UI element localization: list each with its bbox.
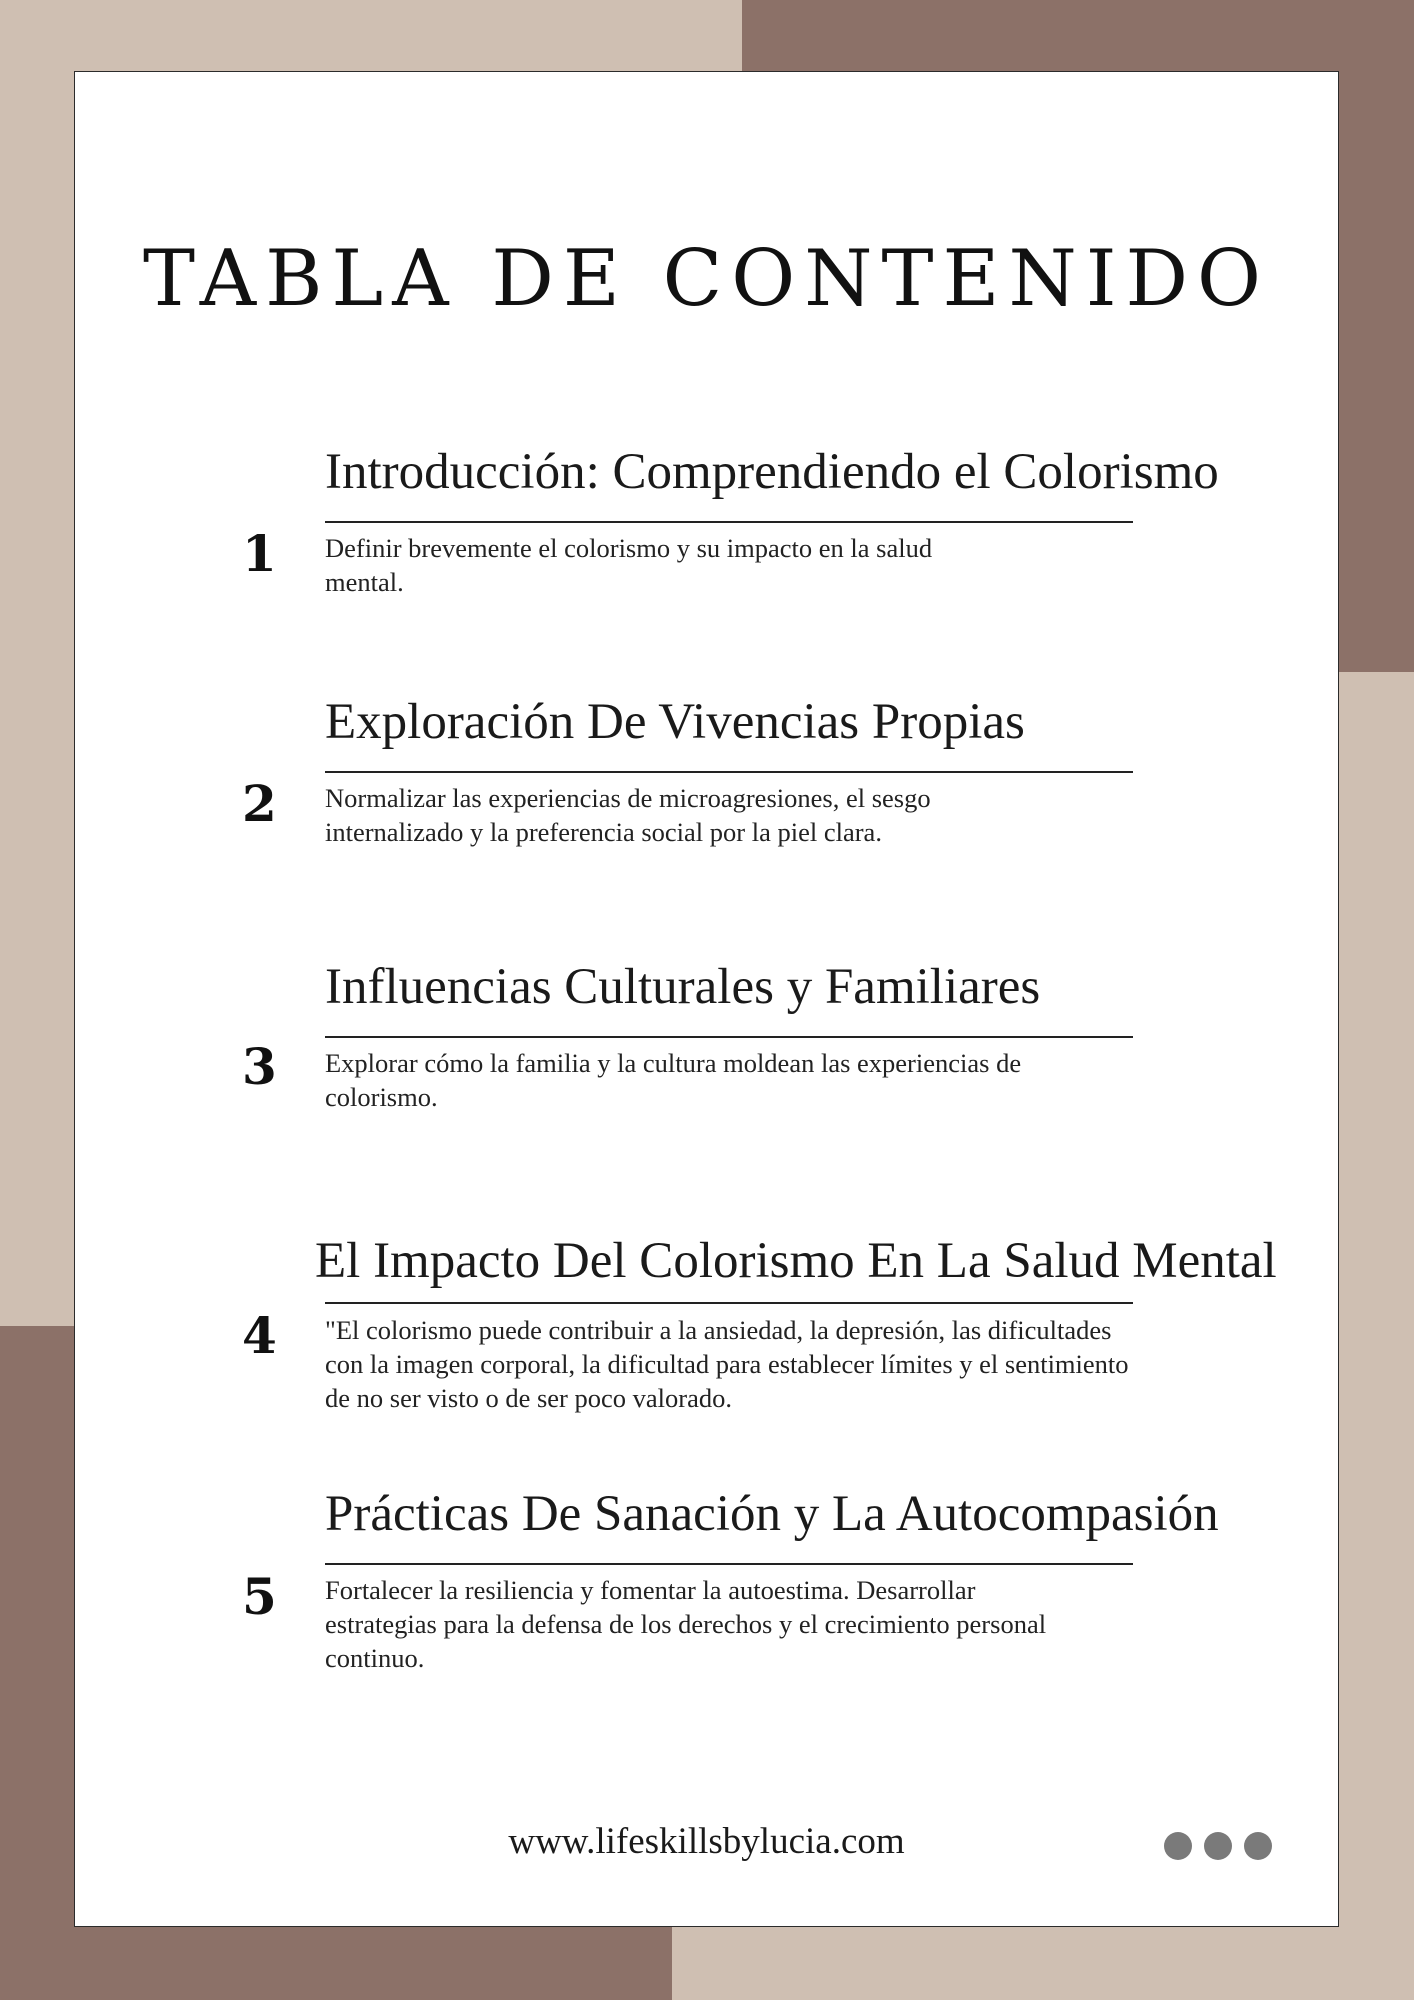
section-description: Fortalecer la resiliencia y fomentar la autoestima. Desarrollar estrategias para la defensa de los derechos y el crecimiento personal continuo. — [325, 1575, 1047, 1673]
section-number: 1 — [242, 524, 277, 583]
section-description: Definir brevemente el colorismo y su impacto en la salud mental. — [325, 533, 933, 597]
dot-icon — [1164, 1832, 1192, 1860]
section-divider — [325, 1563, 1133, 1565]
section-number: 3 — [242, 1037, 277, 1096]
content-card — [74, 71, 1339, 1927]
dot-icon — [1244, 1832, 1272, 1860]
section-divider — [325, 771, 1133, 773]
section-heading: Introducción: Comprendiendo el Colorismo — [325, 444, 1219, 500]
section-number: 2 — [242, 774, 277, 833]
section-number: 4 — [242, 1306, 277, 1365]
section-number: 5 — [242, 1567, 277, 1626]
dot-icon — [1204, 1832, 1232, 1860]
section-description: Normalizar las experiencias de microagresiones, el sesgo internalizado y la preferencia social por la piel clara. — [325, 783, 931, 847]
section-heading: El Impacto Del Colorismo En La Salud Mental — [315, 1233, 1277, 1289]
section-description: Explorar cómo la familia y la cultura moldean las experiencias de colorismo. — [325, 1048, 1022, 1112]
website-url[interactable]: www.lifeskillsbylucia.com — [508, 1821, 905, 1862]
section-heading: Prácticas De Sanación y La Autocompasión — [325, 1486, 1219, 1542]
section-divider — [325, 1302, 1133, 1304]
section-heading: Influencias Culturales y Familiares — [325, 959, 1041, 1015]
more-dots-icon — [1164, 1832, 1272, 1860]
section-divider — [325, 1036, 1133, 1038]
section-heading: Exploración De Vivencias Propias — [325, 694, 1025, 750]
section-description: "El colorismo puede contribuir a la ansiedad, la depresión, las dificultades con la imagen corporal, la dificultad para establecer límites y el sentimiento de no ser visto o de ser poco valorado. — [325, 1315, 1129, 1413]
section-divider — [325, 521, 1133, 523]
page-title: TABLA DE CONTENIDO — [143, 234, 1270, 324]
